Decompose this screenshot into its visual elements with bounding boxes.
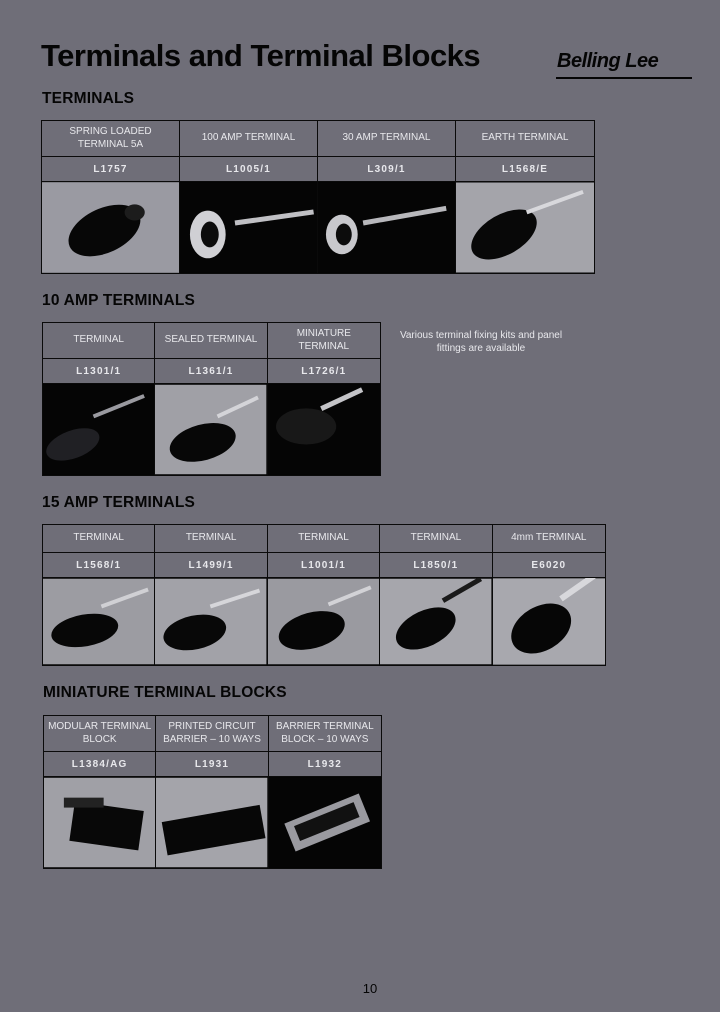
page-title: Terminals and Terminal Blocks	[41, 38, 481, 73]
product-code: L1850/1	[380, 553, 492, 578]
terminal-blocks-table	[43, 715, 382, 869]
fifteen-amp-table	[42, 524, 606, 666]
product-code: L1931	[156, 752, 268, 777]
product-name: BARRIER TERMINAL BLOCK – 10 WAYS	[269, 716, 381, 752]
product-code: L1301/1	[43, 359, 155, 384]
product-name: TERMINAL	[380, 525, 492, 553]
product-photo	[156, 777, 268, 868]
product-code: E6020	[493, 553, 605, 578]
brand-underline	[556, 77, 692, 79]
product-code: L1384/AG	[44, 752, 156, 777]
product-code: L1568/1	[43, 553, 155, 578]
product-name: SEALED TERMINAL	[155, 323, 267, 359]
product-photo	[42, 182, 180, 273]
page-number: 10	[362, 981, 378, 996]
product-photo	[380, 578, 492, 665]
product-code: L1499/1	[155, 553, 267, 578]
product-name: TERMINAL	[43, 525, 155, 553]
product-photo	[456, 182, 594, 273]
product-name: SPRING LOADED TERMINAL 5A	[42, 121, 180, 157]
section-heading-blocks: MINIATURE TERMINAL BLOCKS	[43, 684, 287, 701]
section-heading-terminals: TERMINALS	[42, 90, 135, 107]
product-name: TERMINAL	[43, 323, 155, 359]
product-code: L1568/E	[456, 157, 594, 182]
product-name: PRINTED CIRCUIT BARRIER – 10 WAYS	[156, 716, 268, 752]
product-code: L309/1	[318, 157, 456, 182]
product-name: MINIATURE TERMINAL	[268, 323, 380, 359]
ten-amp-table	[42, 322, 381, 476]
fixing-kits-note: Various terminal fixing kits and panel fittings are available	[399, 330, 563, 354]
brand-logo: Belling Lee	[557, 50, 659, 72]
product-photo	[44, 777, 156, 868]
product-name: TERMINAL	[155, 525, 267, 553]
product-photo	[155, 384, 267, 475]
product-name: MODULAR TERMINAL BLOCK	[44, 716, 156, 752]
product-photo	[269, 777, 381, 868]
section-heading-15-amp: 15 AMP TERMINALS	[42, 494, 196, 511]
product-photo	[43, 384, 155, 475]
product-code: L1726/1	[268, 359, 380, 384]
product-code: L1757	[42, 157, 180, 182]
product-name: 100 AMP TERMINAL	[180, 121, 318, 157]
product-code: L1001/1	[268, 553, 380, 578]
product-photo	[43, 578, 155, 665]
product-code: L1361/1	[155, 359, 267, 384]
product-photo	[318, 182, 456, 273]
product-name: 4mm TERMINAL	[493, 525, 605, 553]
product-photo	[268, 384, 380, 475]
product-code: L1932	[269, 752, 381, 777]
product-name: TERMINAL	[268, 525, 380, 553]
product-photo	[493, 578, 605, 665]
product-photo	[268, 578, 380, 665]
product-name: EARTH TERMINAL	[456, 121, 594, 157]
section-heading-10-amp: 10 AMP TERMINALS	[42, 292, 196, 309]
product-photo	[180, 182, 318, 273]
product-photo	[155, 578, 267, 665]
terminals-table	[41, 120, 595, 274]
product-name: 30 AMP TERMINAL	[318, 121, 456, 157]
product-code: L1005/1	[180, 157, 318, 182]
